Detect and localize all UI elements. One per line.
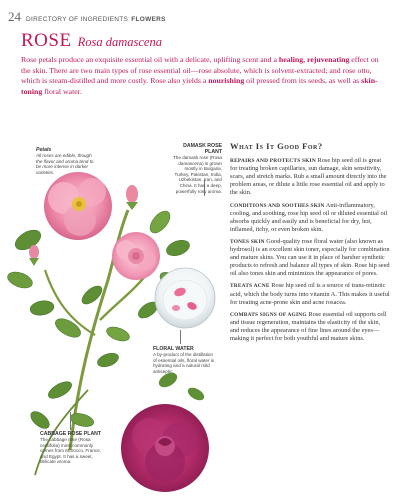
entry-title [21,30,162,52]
benefit-paragraph [230,202,390,234]
benefit-head: TONES SKIN [230,238,265,245]
caption-cabbage [40,431,102,465]
benefit-text: Anti-inflammatory, cooling, and soothing, rose hip seed oil or diluted essential oil absorbs quickly and easily and is beneficial for dry, hot, inflamed, itchy, or even broken skin. [230,201,388,233]
intro-paragraph [21,55,386,97]
benefits-column [230,142,390,347]
directory-label: DIRECTORY OF INGREDIENTS [26,16,129,23]
floral-water-bowl [155,268,215,328]
floral-leader-line [180,330,181,344]
intro-text-1: Rose petals produce an exquisite essential oil with a delicate, uplifting scent and a [21,55,279,64]
benefit-paragraph [230,311,390,343]
pink-rose-medium [112,232,160,280]
entry-latin-name: Rosa damascena [77,35,162,49]
intro-bold-3: skin-toning [21,76,378,96]
caption-floral-text: A by-product of the distillation of essential oils, floral water is hydrating and a natural mild antiseptic. [153,352,215,374]
intro-text-2: effect on the skin. There are two main types of rose essential oil—rose absolute, which is solvent-extracted; and rose otto, which is steam-distilled and more costly. Rose also yields a [21,55,379,86]
page-header [8,9,166,25]
caption-petals-text: All roses are edible, though the flavor and aroma tend to be more intense in darker varieties. [36,153,94,175]
benefit-text: Rose hip seed oil is a source of trans-retinoic acid, which the body turns into vitamin A. This makes it useful for treating acne-prone skin and acne rosacea. [230,282,390,306]
benefit-paragraph [230,282,390,306]
caption-petals [36,147,98,175]
page-number: 24 [8,9,21,24]
section-label [26,16,166,23]
category-label: FLOWERS [131,16,166,23]
intro-bold-1: healing, rejuvenating [278,55,350,64]
benefit-head: REPAIRS AND PROTECTS SKIN [230,158,316,165]
caption-petals-title: Petals [36,147,52,153]
entry-name: ROSE [21,30,72,51]
benefit-text: Good-quality rose floral water (also known as hydrosol) is an excellent skin toner, especially for combination and mature skins. You can use it in place of harsher synthetic products to refresh and balance all types of skin. Rose hip seed oil also tones skin and minimizes the appearance of pores. [230,237,390,278]
intro-bold-2: nourishing [208,76,245,86]
caption-floral-title: FLORAL WATER [153,346,194,352]
caption-cabbage-text: The cabbage rose (Rosa centifolia) most commonly comes from Morocco, France, and Egypt. It has a sweet, delicate aroma. [40,437,102,465]
benefit-paragraph [230,157,390,197]
intro-text-3: oil pressed from its seeds, as well as [244,76,362,86]
benefit-head: COMBATS SIGNS OF AGING [230,311,307,318]
caption-floral-water [153,346,217,374]
benefit-text: Rose essential oil supports cell and tissue regeneration, maintains the elasticity of the skin, and reduces the appearance of fine lines around the eyes—making it perfect for both youthful and mature skins. [230,310,387,342]
pink-rose-large [44,172,112,240]
caption-damask-text: The damask rose (Rosa damascena) is grown mostly in Bulgaria, Turkey, Pakistan, India, Uzbekistan, Iran, and China. It has a deep, powerfully rosy aroma. [172,155,222,194]
cabbage-leader-line [70,412,71,430]
benefit-text: Rose hip seed oil is great for treating broken capillaries, sun damage, skin sensitivity, scars, and stretch marks. Rub a small amount directly into the problem areas, or dilute a little rose essential oil and apply to the skin. [230,157,387,197]
caption-cabbage-title: CABBAGE ROSE PLANT [40,431,102,437]
caption-damask [170,143,222,194]
benefit-paragraph [230,238,390,278]
benefit-head: TREATS ACNE [230,283,270,290]
benefit-head: CONDITIONS AND SOOTHES SKIN [230,202,325,209]
cabbage-rose [121,370,209,492]
caption-damask-title: DAMASK ROSE PLANT [183,143,222,155]
intro-text-4: floral water. [42,86,82,96]
benefits-heading: What Is It Good For? [230,141,323,151]
